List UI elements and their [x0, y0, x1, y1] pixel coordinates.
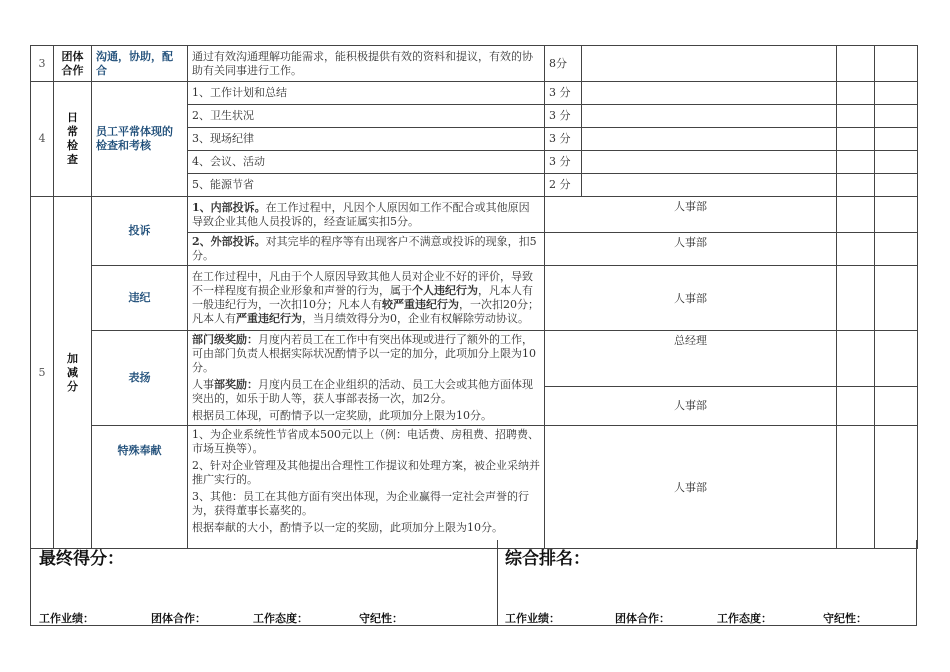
criteria-description: 3、现场纪律: [188, 128, 545, 151]
criteria-description: 2、卫生状况: [188, 105, 545, 128]
empty-cell: [875, 105, 918, 128]
category-label: 团体合作: [54, 46, 92, 82]
empty-cell: [875, 426, 918, 549]
empty-cell: [582, 82, 837, 105]
criteria-description: 通过有效沟通理解功能需求，能积极提供有效的资料和提议，有效的协助有关同事进行工作。: [188, 46, 545, 82]
responsible-dept: 人事部: [545, 426, 837, 549]
empty-cell: [837, 128, 875, 151]
row-5-item: [31, 426, 918, 549]
overall-rank-title: 综合排名：: [505, 549, 590, 569]
work-attitude-label: 工作态度：: [253, 612, 308, 625]
responsible-dept: 总经理: [545, 331, 837, 387]
score-cell: 2 分: [545, 174, 582, 197]
criteria-paragraph: 3、其他：员工在其他方面有突出体现，为企业赢得一定社会声誉的行为，获得董事长嘉奖的。: [192, 490, 529, 517]
empty-cell: [582, 174, 837, 197]
empty-cell: [582, 105, 837, 128]
row-number: 5: [31, 197, 54, 549]
work-attitude-label: 工作态度：: [717, 612, 772, 625]
empty-cell: [875, 233, 918, 266]
empty-cell: [837, 105, 875, 128]
empty-cell: [582, 128, 837, 151]
responsible-dept: 人事部: [545, 266, 837, 331]
criteria-text: 在工作过程中，凡因个人原因如工作不配合或其他原因导致企业其他人员投诉的，经查证属实扣5分。: [192, 200, 530, 228]
responsible-dept: 人事部: [545, 233, 837, 266]
empty-cell: [837, 197, 875, 233]
empty-cell: [837, 233, 875, 266]
row-number: 3: [31, 46, 54, 82]
overall-rank-section: [497, 540, 917, 626]
criteria-text: 月度内若员工在工作中有突出体现或进行了额外的工作，可由部门负责人根据实际状况酌情予以一定的加分，此项加分上限为10分。: [192, 333, 536, 374]
teamwork-label: 团体合作：: [151, 612, 206, 625]
category-label: [54, 197, 92, 549]
bold-label: 1、内部投诉。: [192, 200, 266, 214]
criteria-description: [188, 426, 545, 549]
criteria-paragraph: [192, 378, 540, 406]
category-label: [54, 82, 92, 197]
criteria-text: 在工作过程中，凡由于个人原因导致其他人员对企业不好的评价，导致不一样程度有损企业形象和声誉的行为，属于: [192, 270, 533, 297]
empty-cell: [837, 174, 875, 197]
subcategory-label: 员工平常体现的检查和考核: [92, 82, 188, 197]
criteria-description: 1、工作计划和总结: [188, 82, 545, 105]
empty-cell: [875, 46, 918, 82]
responsible-dept: 人事部: [545, 386, 837, 425]
work-performance-label: 工作业绩：: [39, 612, 94, 625]
bold-label: 严重违纪行为: [236, 312, 302, 325]
criteria-text: 人事: [192, 378, 214, 391]
empty-cell: [837, 151, 875, 174]
subcategory-label: 投诉: [92, 197, 188, 266]
final-score-title: 最终得分：: [39, 549, 124, 569]
criteria-text: 对其完毕的程序等有出现客户不满意或投诉的现象，扣5分。: [192, 235, 537, 262]
score-cell: 3 分: [545, 128, 582, 151]
empty-cell: [837, 46, 875, 82]
bold-label: 部门级奖励：: [192, 333, 258, 346]
discipline-label: 守纪性：: [359, 612, 403, 625]
subcategory-label: 特殊奉献: [92, 426, 188, 549]
empty-cell: [875, 151, 918, 174]
evaluation-table: [30, 45, 918, 549]
criteria-text: ，当月绩效得分为0，企业有权解除劳动协议。: [302, 312, 529, 325]
row-5-item: [31, 331, 918, 387]
work-performance-label: 工作业绩：: [505, 612, 560, 625]
criteria-description: 5、能源节省: [188, 174, 545, 197]
empty-cell: [582, 46, 837, 82]
empty-cell: [875, 386, 918, 425]
criteria-note: 根据奉献的大小，酌情予以一定的奖励，此项加分上限为10分。: [192, 521, 503, 534]
bold-label: 个人违纪行为: [412, 284, 478, 297]
empty-cell: [875, 174, 918, 197]
row-number: 4: [31, 82, 54, 197]
responsible-dept: 人事部: [545, 197, 837, 233]
criteria-description: 4、会议、活动: [188, 151, 545, 174]
score-cell: 3 分: [545, 151, 582, 174]
empty-cell: [837, 426, 875, 549]
discipline-label: 守纪性：: [823, 612, 867, 625]
bold-label: 2、外部投诉。: [192, 235, 266, 248]
criteria-note: 根据员工体现，可酌情予以一定奖励，此项加分上限为10分。: [192, 409, 492, 422]
empty-cell: [875, 82, 918, 105]
bold-label: 部奖励：: [214, 378, 258, 391]
criteria-description: [188, 331, 545, 426]
empty-cell: [875, 197, 918, 233]
summary-footer: [30, 540, 917, 626]
score-cell: 8分: [545, 46, 582, 82]
subcategory-label: 违纪: [92, 266, 188, 331]
bold-label: 较严重违纪行为: [382, 298, 459, 311]
criteria-text: ，一次扣20分；凡本人有: [192, 298, 539, 325]
empty-cell: [875, 128, 918, 151]
empty-cell: [875, 331, 918, 387]
row-3: [31, 46, 918, 82]
row-5-item: [31, 266, 918, 331]
empty-cell: [875, 266, 918, 331]
score-cell: 3 分: [545, 82, 582, 105]
row-4: [31, 82, 918, 105]
subcategory-label: 沟通，协助，配合: [92, 46, 188, 82]
vertical-category-text: 日常检查: [67, 111, 78, 166]
criteria-description: [188, 233, 545, 266]
criteria-text: 月度内员工在企业组织的活动、员工大会或其他方面体现突出的，如乐于助人等，获人事部表扬一次，加2分。: [192, 378, 533, 405]
teamwork-label: 团体合作：: [615, 612, 670, 625]
empty-cell: [837, 331, 875, 387]
empty-cell: [837, 82, 875, 105]
subcategory-label: 表扬: [92, 331, 188, 426]
final-score-section: [31, 540, 498, 626]
score-cell: 3 分: [545, 105, 582, 128]
criteria-paragraph: 2、针对企业管理及其他提出合理性工作提议和处理方案，被企业采纳并推广实行的。: [192, 459, 540, 486]
criteria-paragraph: [192, 333, 540, 375]
empty-cell: [837, 266, 875, 331]
criteria-description: [188, 197, 545, 233]
row-5: [31, 197, 918, 233]
empty-cell: [837, 386, 875, 425]
vertical-category-text: 加减分: [67, 351, 78, 393]
criteria-description: [188, 266, 545, 331]
criteria-text: ，凡本人有一般违纪行为，一次扣10分；凡本人有: [192, 284, 533, 311]
empty-cell: [582, 151, 837, 174]
criteria-paragraph: 1、为企业系统性节省成本500元以上（例：电话费、房租费、招聘费、市场互换等）。: [192, 428, 539, 455]
